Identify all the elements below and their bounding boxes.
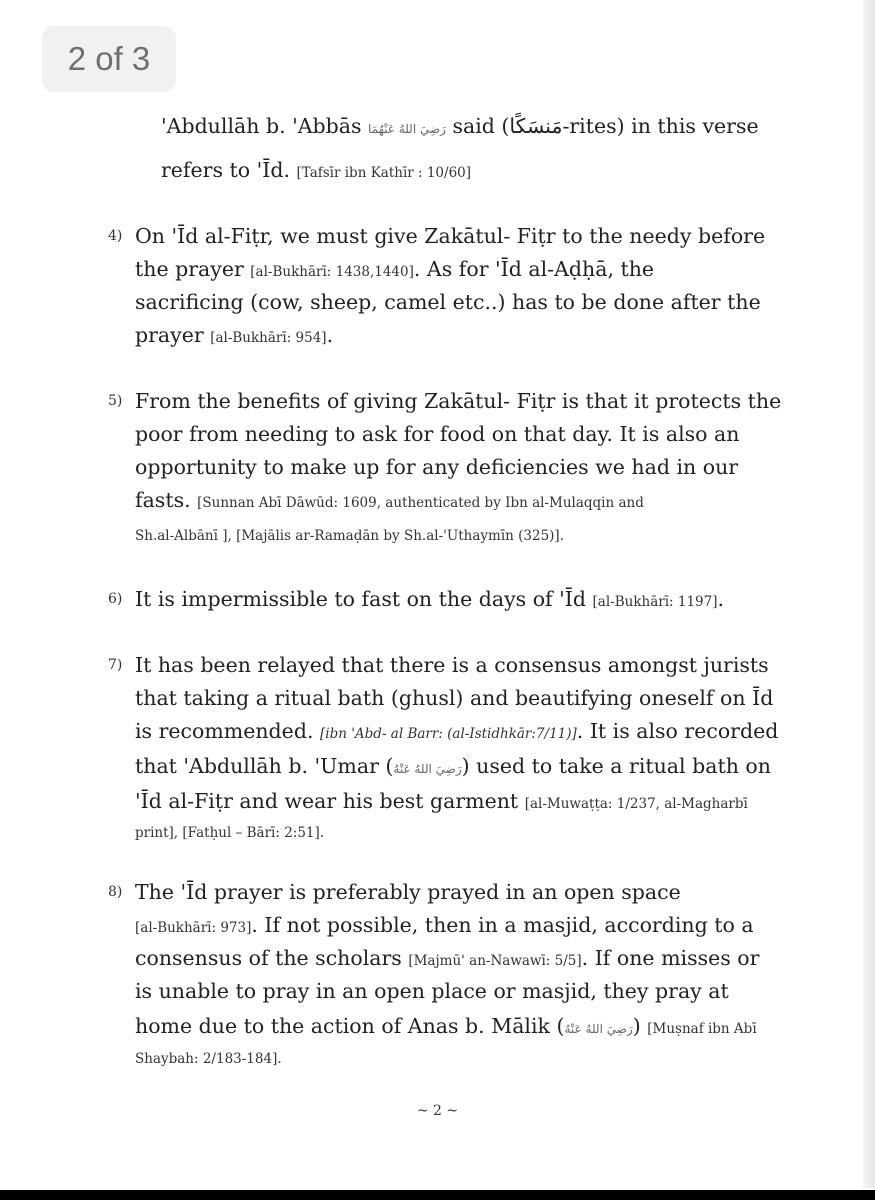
page-edge-shadow <box>863 0 875 1188</box>
list-item-7-line-6 <box>135 816 324 847</box>
honorific-glyph: رَضِيَ اللهُ عَنْهُ <box>564 1022 633 1036</box>
citation: [Muṣnaf ibn Abī <box>647 1021 757 1037</box>
page-indicator: 2 of 3 <box>42 26 176 92</box>
list-item-7-line-3: is recommended. [ibn 'Abd- al Barr: (al-Istidhkār:7/11)]. It is also recorded <box>135 719 779 743</box>
list-number: 5) <box>108 393 123 409</box>
page-number: ~ 2 ~ <box>416 1103 459 1119</box>
list-item-6-line-1: It is impermissible to fast on the days of 'Īd [al-Bukhārī: 1197]. <box>135 587 725 611</box>
list-item-8-line-5: home due to the action of Anas b. Mālik (رَضِيَ اللهُ عَنْهُ) [Muṣnaf ibn Abī <box>135 1014 757 1038</box>
list-number: 7) <box>108 657 123 673</box>
citation: [al-Bukhārī: 954] <box>210 330 327 346</box>
citation: [al-Muwaṭṭa: 1/237, al-Magharbī <box>524 796 748 812</box>
citation: [al-Bukhārī: 1197] <box>592 594 718 610</box>
list-item-8-line-2: [al-Bukhārī: 973]. If not possible, then in a masjid, according to a <box>135 913 754 937</box>
list-item-7-line-5: 'Īd al-Fiṭr and wear his best garment [al-Muwaṭṭa: 1/237, al-Magharbī <box>135 789 748 813</box>
bottom-bar <box>0 1190 875 1200</box>
list-item-4-line-3: sacrificing (cow, sheep, camel etc..) has to be done after the <box>135 290 761 314</box>
citation: print], [Fatḥul – Bārī: 2:51]. <box>135 825 325 841</box>
list-item-8-line-6 <box>135 1042 282 1073</box>
citation: Sh.al-Albānī ], [Majālis ar-Ramaḍān by Sh.al-'Uthaymīn (325)]. <box>135 528 564 544</box>
citation: [Tafsīr ibn Kathīr : 10/60] <box>296 165 472 181</box>
list-number: 8) <box>108 884 123 900</box>
list-item-4-line-1: On 'Īd al-Fiṭr, we must give Zakātul- Fiṭr to the needy before <box>135 224 766 248</box>
citation: [Sunnan Abī Dāwūd: 1609, authenticated by Ibn al-Mulaqqin and <box>197 495 644 511</box>
list-number: 6) <box>108 591 123 607</box>
list-item-8-line-4: is unable to pray in an open place or masjid, they pray at <box>135 979 729 1003</box>
citation: [al-Bukhārī: 1438,1440] <box>250 264 414 280</box>
list-item-4-line-2: the prayer [al-Bukhārī: 1438,1440]. As for 'Īd al-Aḍḥā, the <box>135 257 655 281</box>
list-item-5-line-5 <box>135 519 564 550</box>
arabic-term: مَنسَكًا <box>509 114 563 138</box>
intro-line-1: 'Abdullāh b. 'Abbās رَضِيَ اللهُ عَنْهُمَا said (مَنسَكًا-rites) in this verse <box>161 114 759 138</box>
list-item-7-line-1: It has been relayed that there is a consensus amongst jurists <box>135 653 769 677</box>
list-item-5-line-2: poor from needing to ask for food on that day. It is also an <box>135 422 740 446</box>
list-item-5-line-1: From the benefits of giving Zakātul- Fiṭr is that it protects the <box>135 389 782 413</box>
honorific-glyph: رَضِيَ اللهُ عَنْهُمَا <box>368 122 446 136</box>
list-item-7-line-2: that taking a ritual bath (ghusl) and beautifying oneself on Īd <box>135 686 774 710</box>
intro-line-2: refers to 'Īd. [Tafsīr ibn Kathīr : 10/60] <box>161 158 472 182</box>
list-item-8-line-3: consensus of the scholars [Majmū' an-Nawawī: 5/5]. If one misses or <box>135 946 760 970</box>
citation: [Majmū' an-Nawawī: 5/5] <box>408 953 582 969</box>
list-item-4-line-4: prayer [al-Bukhārī: 954]. <box>135 323 334 347</box>
list-item-5-line-3: opportunity to make up for any deficiencies we had in our <box>135 455 739 479</box>
honorific-glyph: رَضِيَ اللهُ عَنْهُ <box>393 762 462 776</box>
citation: [ibn 'Abd- al Barr: (al-Istidhkār:7/11)] <box>319 726 577 742</box>
list-item-8-line-1: The 'Īd prayer is preferably prayed in an open space <box>135 880 681 904</box>
list-item-7-line-4: that 'Abdullāh b. 'Umar (رَضِيَ اللهُ عَنْهُ) used to take a ritual bath on <box>135 754 771 778</box>
list-item-5-line-4: fasts. [Sunnan Abī Dāwūd: 1609, authenticated by Ibn al-Mulaqqin and <box>135 488 644 512</box>
list-number: 4) <box>108 228 123 244</box>
citation: [al-Bukhārī: 973] <box>135 920 252 936</box>
citation: Shaybah: 2/183-184]. <box>135 1051 282 1067</box>
